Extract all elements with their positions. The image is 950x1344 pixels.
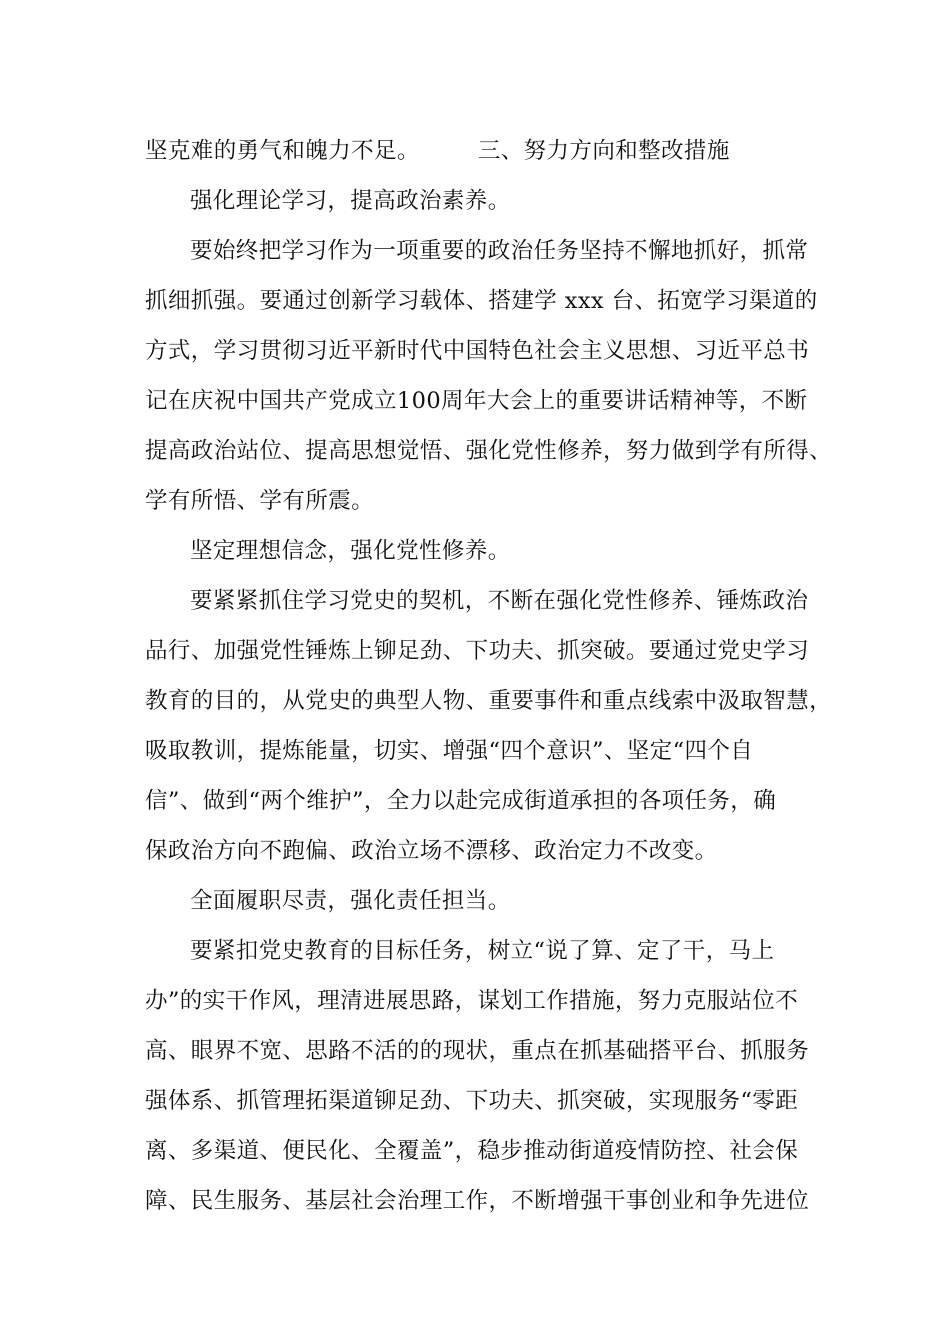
subheading-3: 全面履职尽责，强化责任担当。 xyxy=(190,888,511,914)
paragraph-3-line-2: 办”的实干作风，理清进展思路，谋划工作措施，努力克服站位不 xyxy=(145,988,799,1014)
paragraph-3-line-5: 离、多渠道、便民化、全覆盖”，稳步推动街道疫情防控、社会保 xyxy=(145,1138,799,1164)
paragraph-2-line-1: 要紧紧抓住学习党史的契机，不断在强化党性修养、锤炼政治 xyxy=(190,588,809,614)
paragraph-1-line-4: 记在庆祝中国共产党成立100周年大会上的重要讲话精神等，不断 xyxy=(145,388,808,414)
paragraph-3-line-4: 强体系、抓管理拓渠道铆足劲、下功夫、抓突破，实现服务“零距 xyxy=(145,1088,799,1114)
paragraph-2-line-6: 保政治方向不跑偏、政治立场不漂移、政治定力不改变。 xyxy=(145,838,718,864)
paragraph-3-line-6: 障、民生服务、基层社会治理工作，不断增强干事创业和争先进位 xyxy=(145,1188,810,1214)
paragraph-3-line-3: 高、眼界不宽、思路不活的的现状，重点在抓基础搭平台、抓服务 xyxy=(145,1038,810,1064)
paragraph-3-line-1: 要紧扣党史教育的目标任务，树立“说了算、定了干，马上 xyxy=(190,938,775,964)
paragraph-1-line-2: 抓细抓强。要通过创新学习载体、搭建学 xxx 台、拓宽学习渠道的 xyxy=(145,288,818,314)
paragraph-2-line-3: 教育的目的，从党史的典型人物、重要事件和重点线索中汲取智慧， xyxy=(145,688,833,714)
paragraph-1-line-3: 方式，学习贯彻习近平新时代中国特色社会主义思想、习近平总书 xyxy=(145,338,810,364)
paragraph-2-line-2: 品行、加强党性锤炼上铆足劲、下功夫、抓突破。要通过党史学习 xyxy=(145,638,810,664)
subheading-2: 坚定理想信念，强化党性修养。 xyxy=(190,538,511,564)
paragraph-1-line-1: 要始终把学习作为一项重要的政治任务坚持不懈地抓好，抓常 xyxy=(190,238,809,264)
sentence-end: 坚克难的勇气和魄力不足。 xyxy=(145,138,420,164)
section-heading: 三、努力方向和整改措施 xyxy=(477,138,730,164)
subheading-1: 强化理论学习，提高政治素养。 xyxy=(190,188,511,214)
text-line-1 xyxy=(145,133,835,169)
paragraph-1-line-6: 学有所悟、学有所震。 xyxy=(145,488,375,514)
paragraph-2-line-4: 吸取教训，提炼能量，切实、增强“四个意识”、坚定“四个自 xyxy=(145,738,754,764)
paragraph-1-line-5: 提高政治站位、提高思想觉悟、强化党性修养，努力做到学有所得、 xyxy=(145,438,833,464)
paragraph-2-line-5: 信”、做到“两个维护”，全力以赴完成街道承担的各项任务，确 xyxy=(145,788,777,814)
